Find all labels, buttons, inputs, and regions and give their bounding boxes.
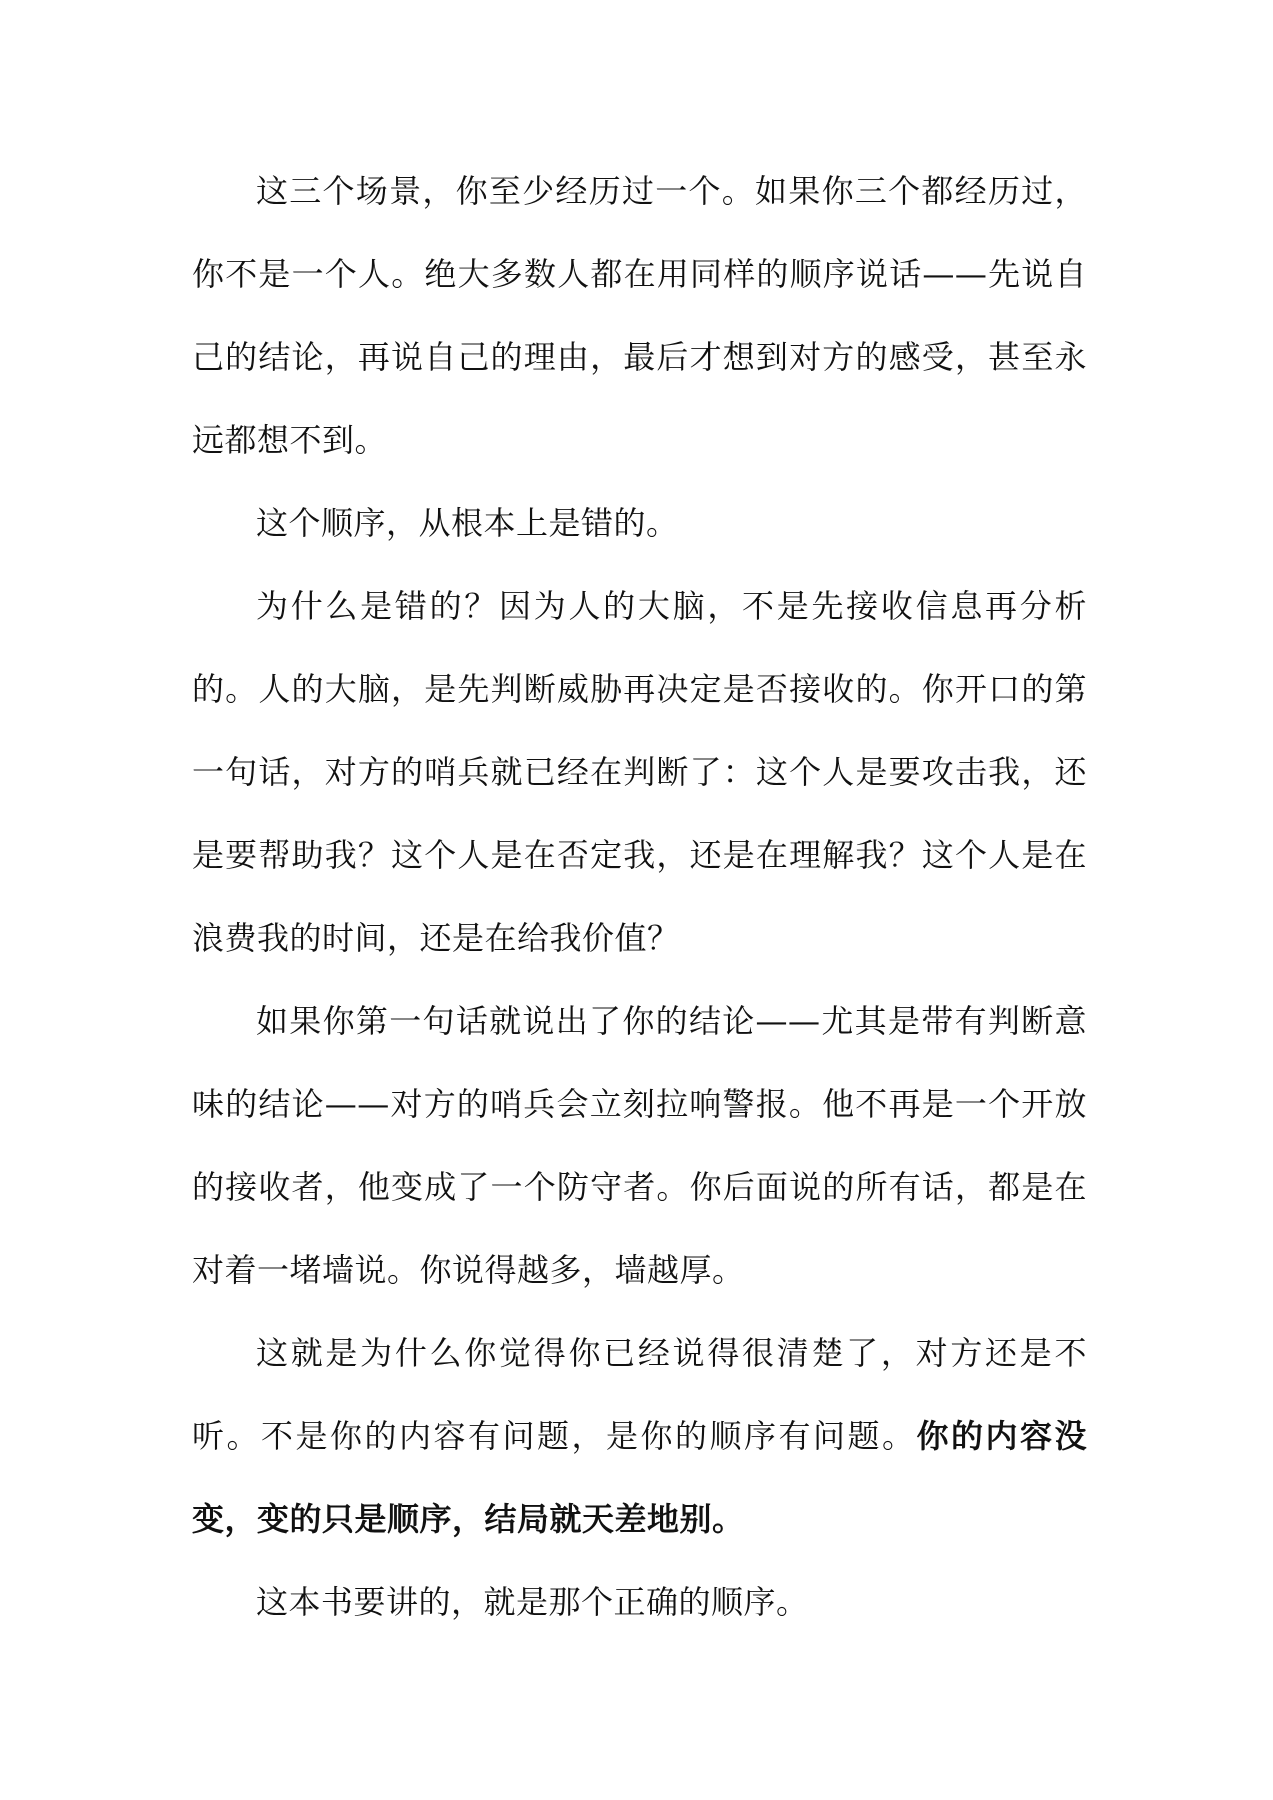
paragraph-2: 这个顺序，从根本上是错的。 [256, 504, 679, 542]
paragraph-5-bold-text: 你的内容没变，变的只是顺序，结局就天差地别。 [192, 1417, 1087, 1538]
paragraph-5 [192, 1312, 1087, 1561]
paragraph-6: 这本书要讲的，就是那个正确的顺序。 [256, 1583, 809, 1621]
paragraph-1: 这三个场景，你至少经历过一个。如果你三个都经历过，你不是一个人。绝大多数人都在用同样的顺序说话——先说自己的结论，再说自己的理由，最后才想到对方的感受，甚至永远都想不到。 [192, 172, 1087, 459]
body-text [192, 150, 1087, 1644]
paragraph-3: 为什么是错的？因为人的大脑，不是先接收信息再分析的。人的大脑，是先判断威胁再决定是否接收的。你开口的第一句话，对方的哨兵就已经在判断了：这个人是要攻击我，还是要帮助我？这个人是在否定我，还是在理解我？这个人是在浪费我的时间，还是在给我价值？ [192, 587, 1087, 957]
paragraph-4: 如果你第一句话就说出了你的结论——尤其是带有判断意味的结论——对方的哨兵会立刻拉响警报。他不再是一个开放的接收者，他变成了一个防守者。你后面说的所有话，都是在对着一堵墙说。你说得越多，墙越厚。 [192, 1002, 1087, 1289]
paragraph-5-text: 这就是为什么你觉得你已经说得很清楚了，对方还是不听。不是你的内容有问题，是你的顺序有问题。 [192, 1334, 1087, 1455]
